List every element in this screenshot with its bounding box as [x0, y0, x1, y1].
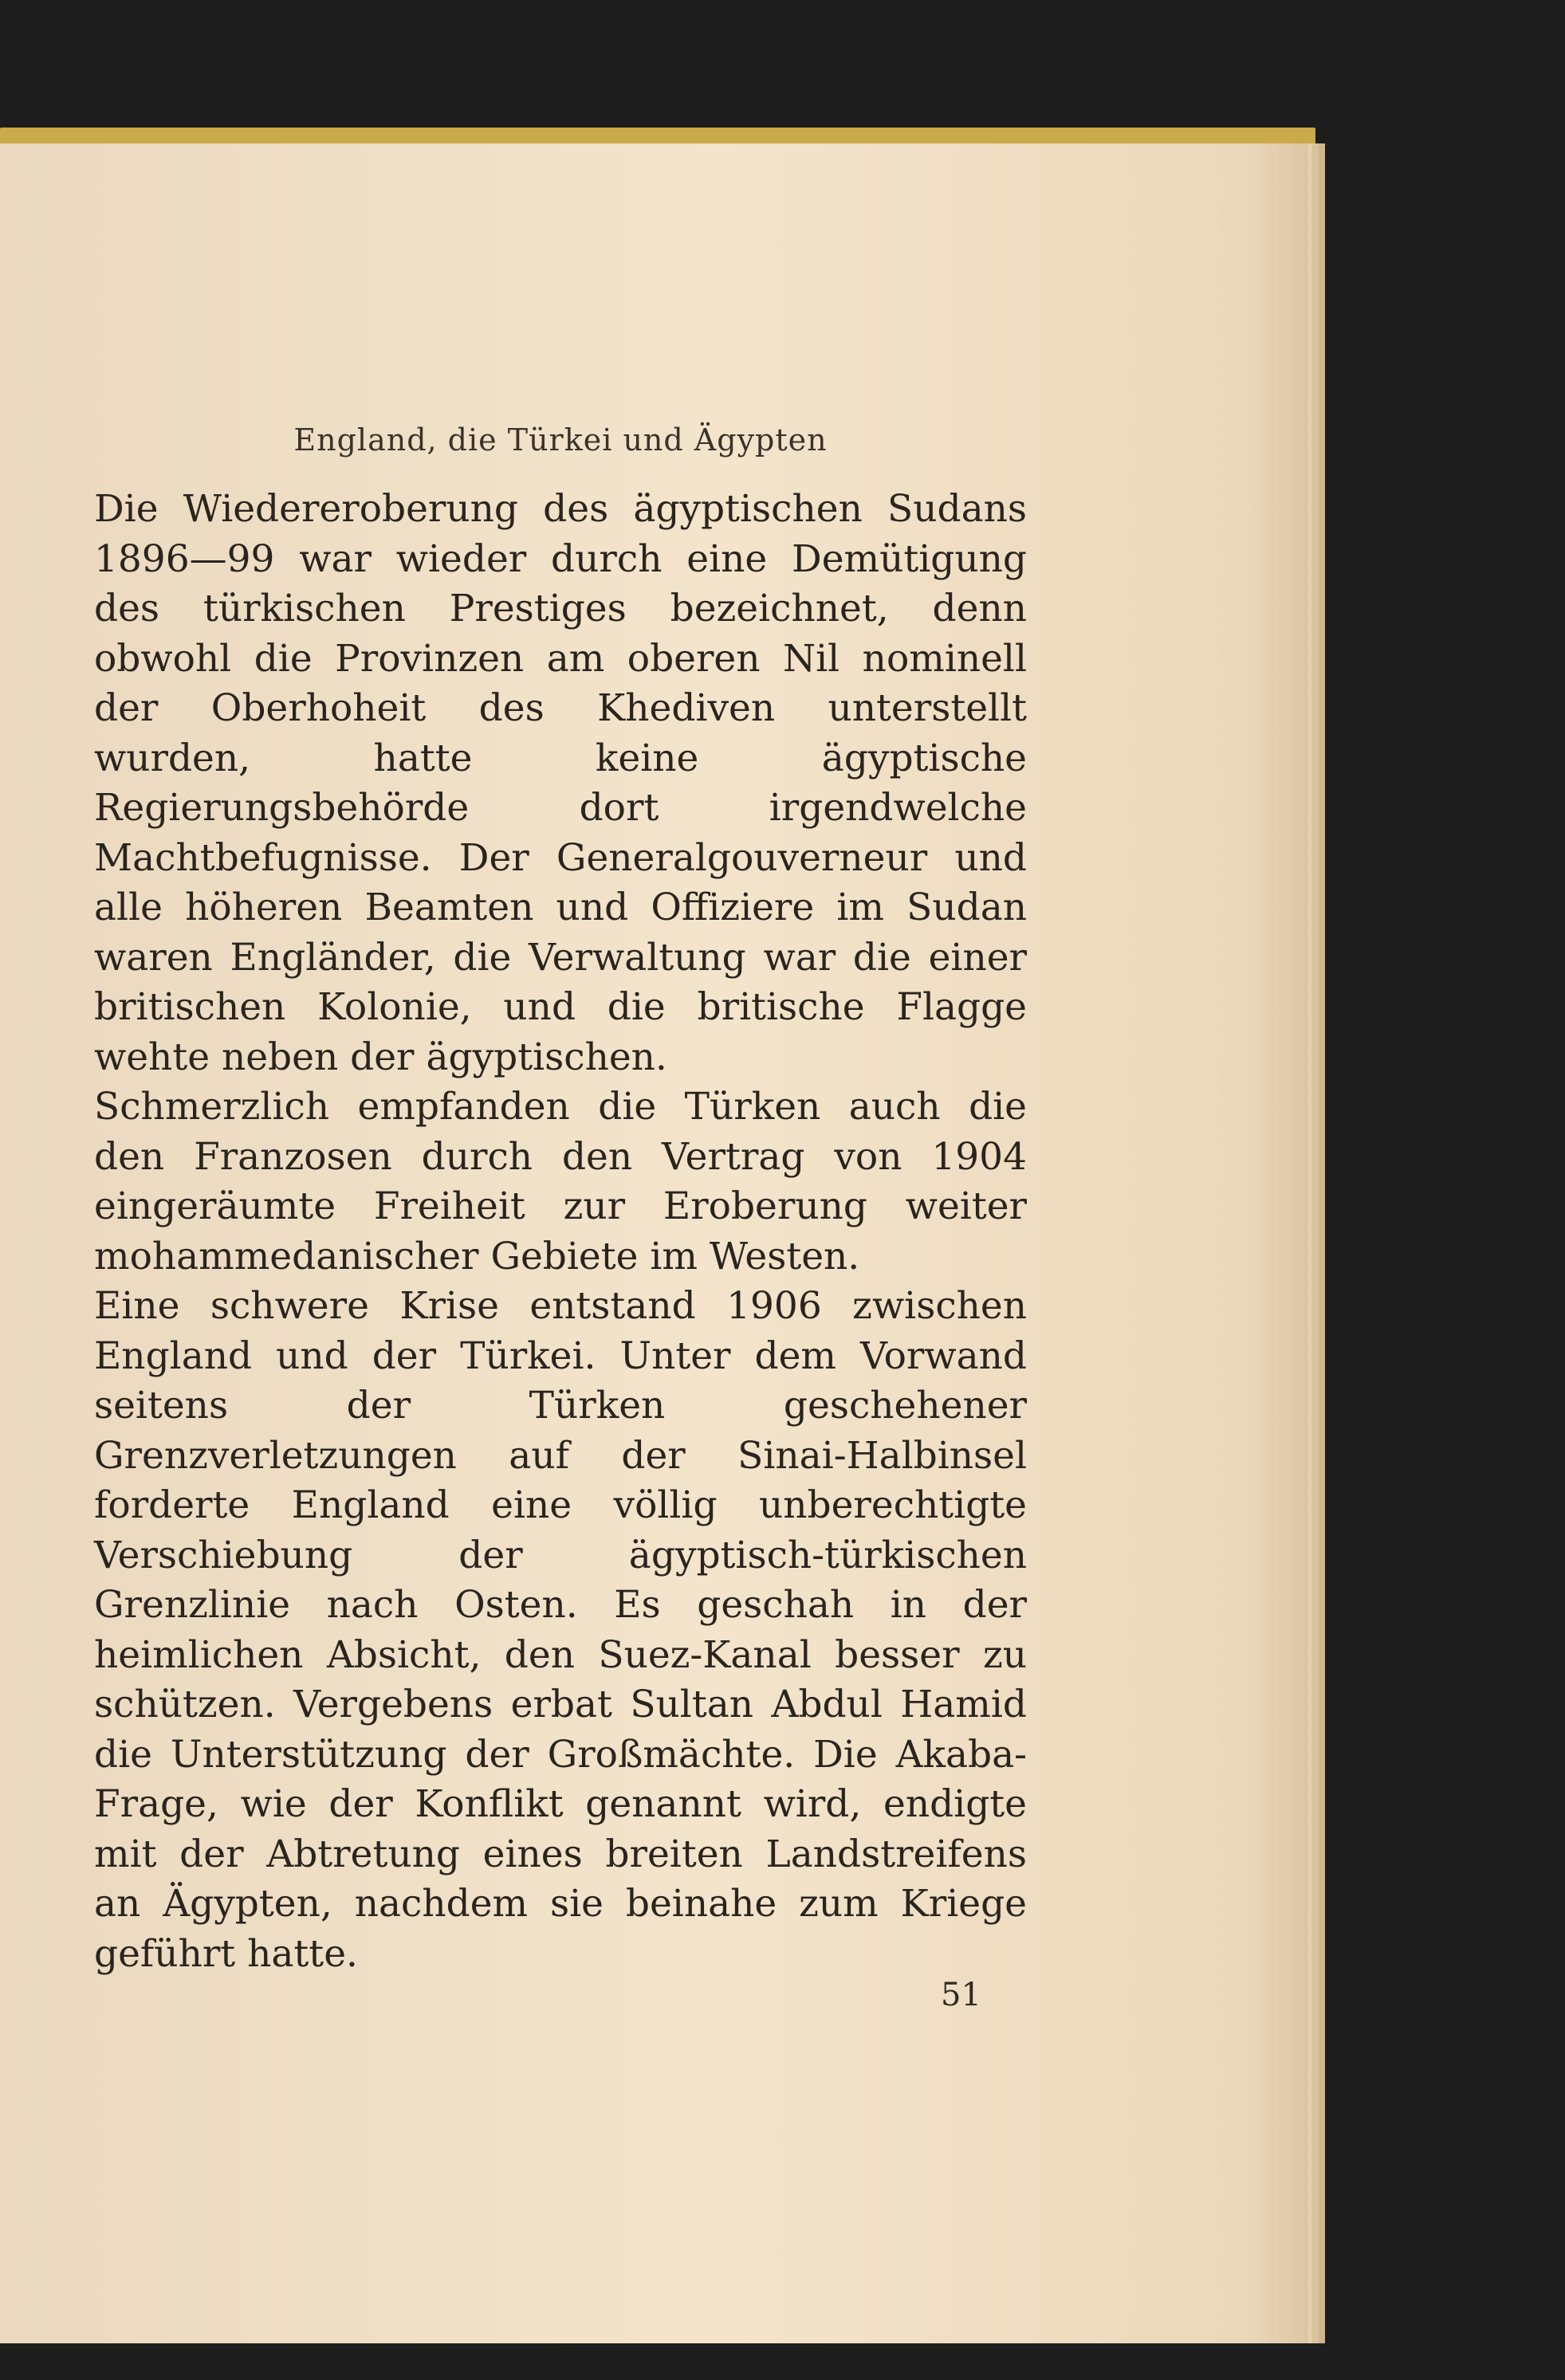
paragraph-1: Die Wiedereroberung des ägyptischen Sudans 1896—99 war wieder durch eine Demütigung des türkischen Prestiges bezeichnet, denn obwohl die Provinzen am oberen Nil nominell der Oberhoheit des Khediven unterstellt wurden, hatte keine ägyptische Regierungsbehörde dort irgendwelche Machtbefugnisse. Der Generalgouverneur und alle höheren Beamten und Offiziere im Sudan waren Engländer, die Verwaltung war die einer britischen Kolonie, und die britische Flagge wehte neben der ägyptischen. — [94, 487, 1027, 1079]
page-content — [94, 422, 1027, 1979]
paragraph-3: Eine schwere Krise entstand 1906 zwischen England und der Türkei. Unter dem Vorwand seitens der Türken geschehener Grenzverletzungen auf der Sinai-Halbinsel forderte England eine völlig unberechtigte Verschiebung der ägyptisch-türkischen Grenzlinie nach Osten. Es geschah in der heimlichen Absicht, den Suez-Kanal besser zu schützen. Vergebens erbat Sultan Abdul Hamid die Unterstützung der Großmächte. Die Akaba-Frage, wie der Konflikt genannt wird, endigte mit der Abtretung eines breiten Landstreifens an Ägypten, nachdem sie beinahe zum Kriege geführt hatte. — [94, 1284, 1027, 1976]
running-head: England, die Türkei und Ägypten — [293, 422, 828, 458]
page-number: 51 — [941, 1977, 981, 2013]
paragraph-2: Schmerzlich empfanden die Türken auch die den Franzosen durch den Vertrag von 1904 eingeräumte Freiheit zur Eroberung weiter mohammedanischer Gebiete im Westen. — [94, 1085, 1027, 1278]
